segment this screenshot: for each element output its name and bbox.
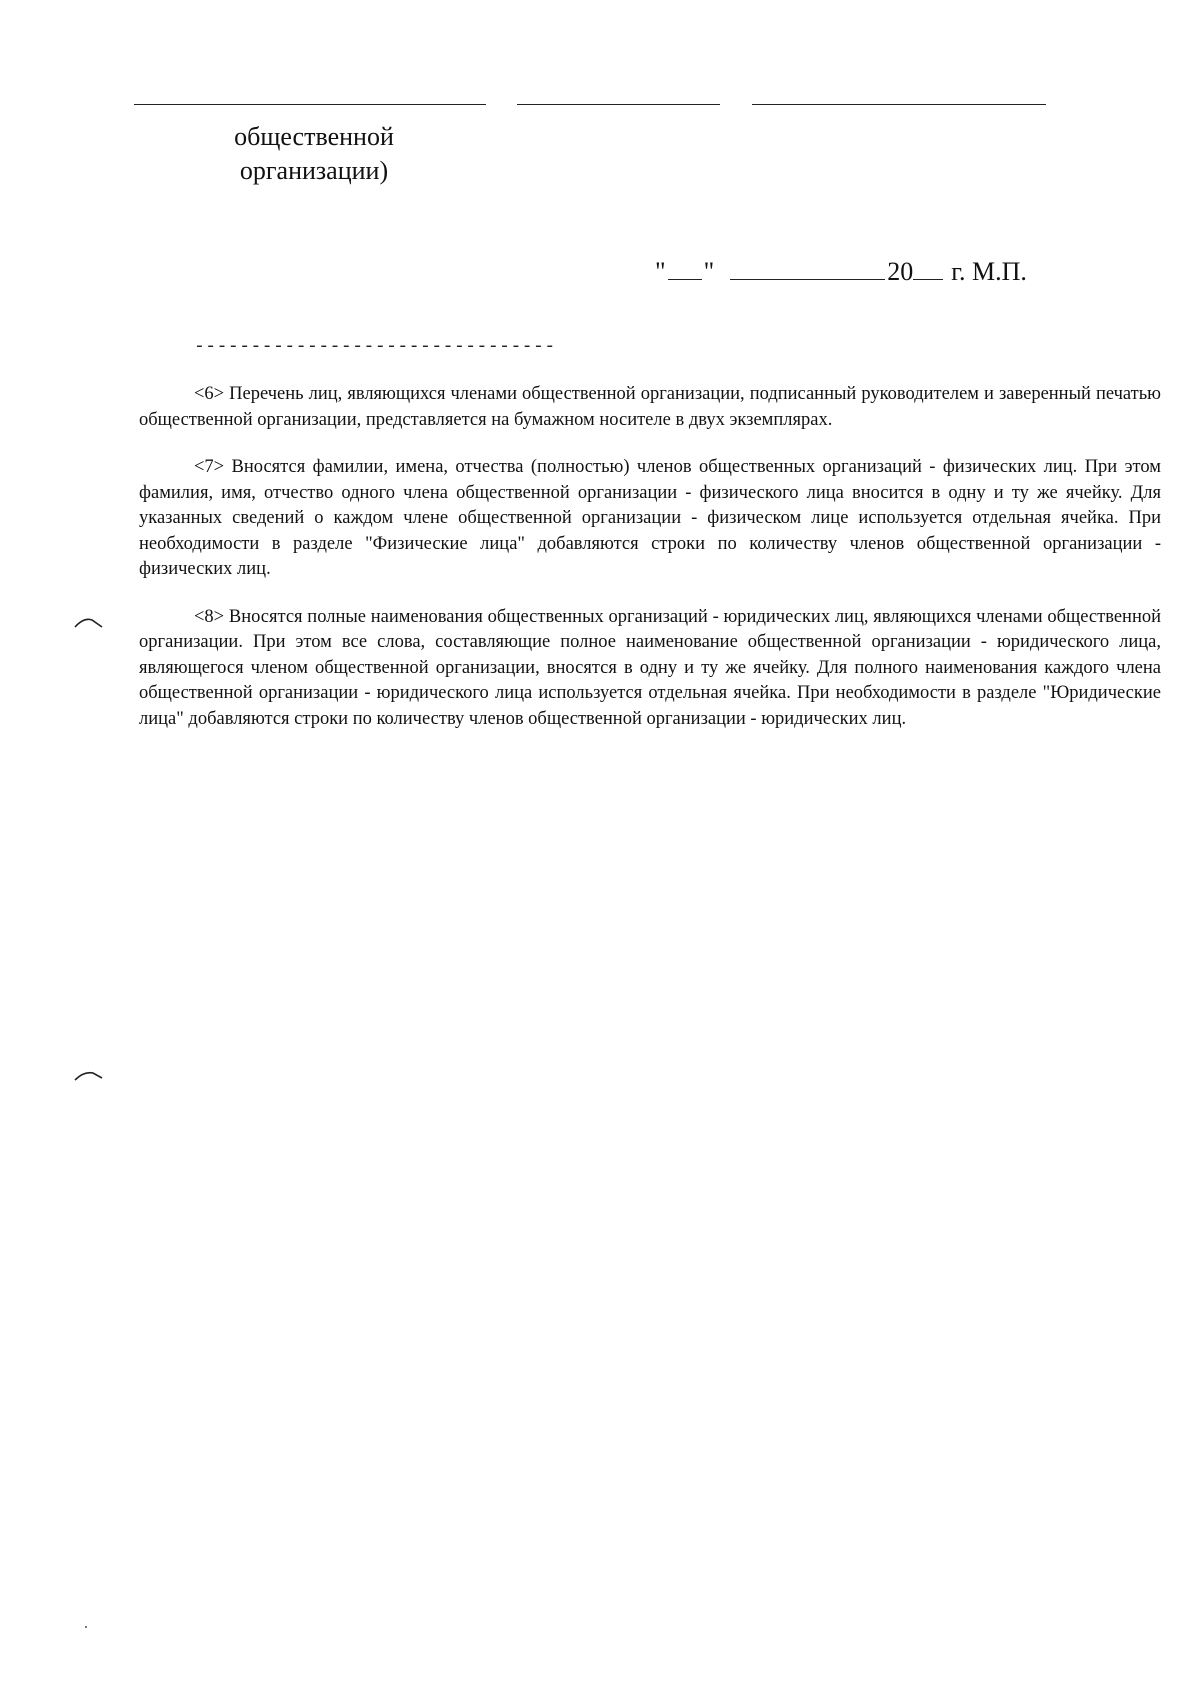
day-blank: [668, 255, 702, 280]
signature-line-sign: [517, 104, 720, 105]
org-caption-line1: общественной: [234, 122, 394, 151]
signature-line-position: [134, 104, 486, 105]
org-caption-line2: организации): [239, 156, 389, 185]
month-blank: [730, 255, 885, 280]
footnote-6: <6> Перечень лиц, являющихся членами общественной организации, подписанный руководителем и заверенный печатью общественной организации, представляется на бумажном носителе в двух экземплярах.: [139, 384, 1161, 430]
stamp-place: г. М.П.: [951, 257, 1027, 286]
footnote-7: <7> Вносятся фамилии, имена, отчества (полностью) членов общественных организаций - физических лиц. При этом фамилия, имя, отчество одного члена общественной организации - физического лица вносится в одну и ту же ячейку. Для указанных сведений о каждом члене общественной организации - физическом лице используется отдельная ячейка. При необходимости в разделе "Физические лица" добавляются строки по количеству членов общественной организации - физических лиц.: [139, 457, 1161, 579]
binder-hole-mark: [74, 1068, 104, 1082]
footnote-8: <8> Вносятся полные наименования общественных организаций - юридических лиц, являющихся членами общественной организации. При этом все слова, составляющие полное наименование общественной организации - юридического лица, являющегося членом общественной организации, вносятся в одну и ту же ячейку. Для полного наименования каждого члена общественной организации - юридического лица используется отдельная ячейка. При необходимости в разделе "Юридические лица" добавляются строки по количеству членов общественной организации - юридических лиц.: [139, 606, 1161, 729]
footnote-separator: --------------------------------: [194, 337, 556, 357]
footnotes: [139, 382, 1161, 754]
date-open-quote: ": [655, 257, 666, 286]
year-prefix: 20: [887, 257, 914, 286]
date-stamp-line: [655, 255, 1027, 288]
date-close-quote: ": [703, 257, 715, 286]
scan-speck: [85, 1626, 87, 1628]
signature-line-name: [752, 104, 1046, 105]
org-caption: [214, 120, 414, 188]
year-blank: [913, 255, 943, 280]
binder-hole-mark: [74, 615, 104, 629]
